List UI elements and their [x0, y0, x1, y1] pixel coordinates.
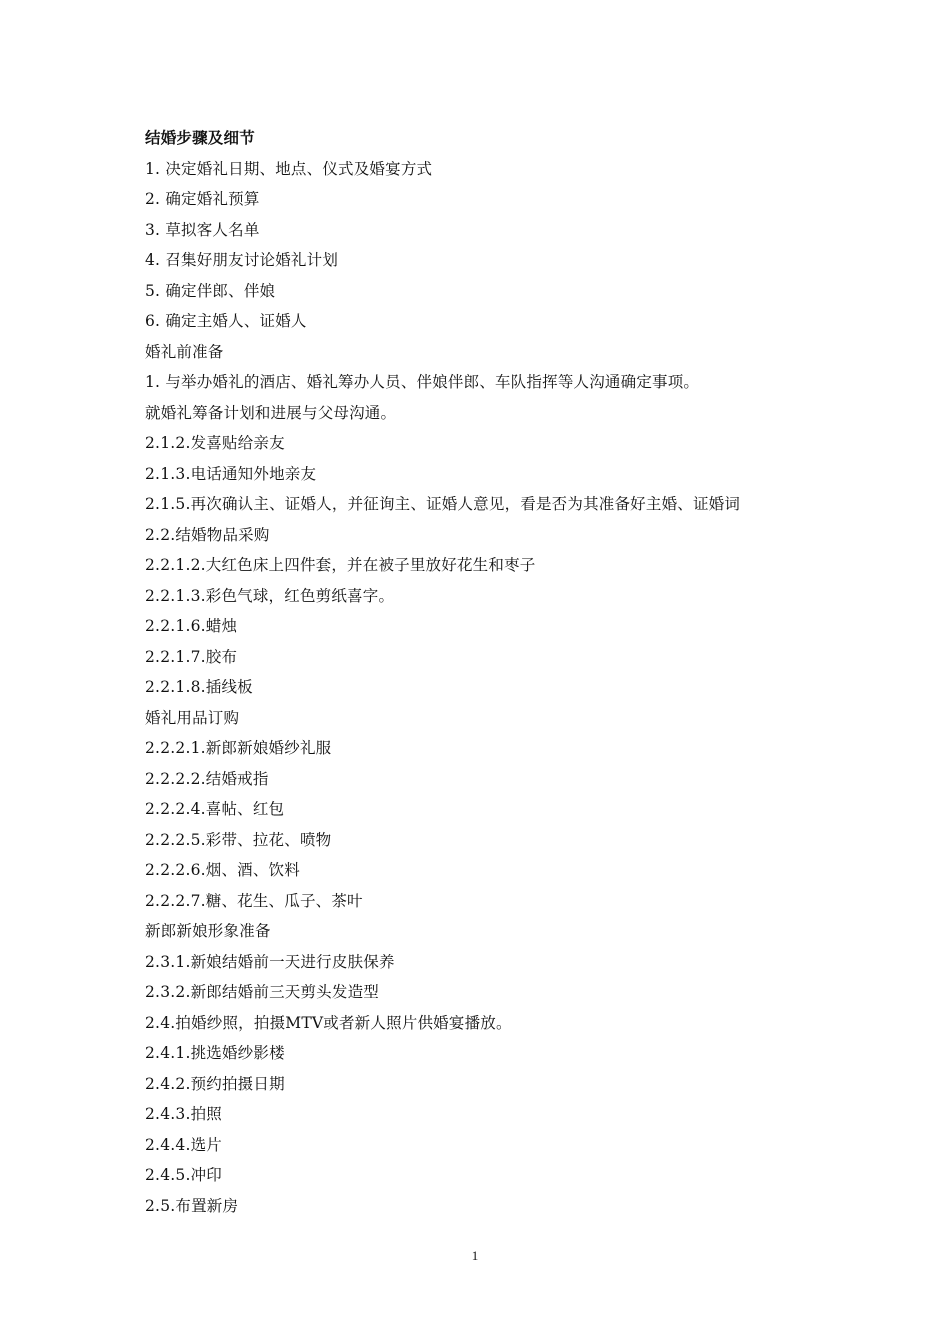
- text-line: 2.2.2.2.结婚戒指: [145, 769, 269, 788]
- text-line: 1. 与举办婚礼的酒店、婚礼筹办人员、伴娘伴郎、车队指挥等人沟通确定事项。: [145, 373, 700, 391]
- text-line: 2.2.2.1.新郎新娘婚纱礼服: [145, 739, 332, 757]
- document-title: 结婚步骤及细节: [145, 128, 255, 147]
- text-line: 2.2.1.8.插线板: [145, 678, 253, 696]
- text-line: 2. 确定婚礼预算: [145, 190, 260, 208]
- text-line: 2.4.4.选片: [145, 1135, 222, 1154]
- text-line: 2.1.3.电话通知外地亲友: [145, 464, 317, 483]
- document-body: [145, 123, 845, 1221]
- text-line: 2.2.2.5.彩带、拉花、喷物: [145, 830, 332, 849]
- text-line: 2.4.1.挑选婚纱影楼: [145, 1044, 285, 1062]
- text-line: 2.3.2.新郎结婚前三天剪头发造型: [145, 983, 379, 1001]
- text-line: 2.2.1.3.彩色气球，红色剪纸喜字。: [145, 586, 395, 605]
- text-line: 2.2.2.6.烟、酒、饮料: [145, 861, 300, 879]
- text-line: 婚礼用品订购: [145, 708, 240, 727]
- text-line: 5. 确定伴郎、伴娘: [145, 281, 276, 300]
- text-line: 新郎新娘形象准备: [145, 922, 271, 940]
- document-lines: [145, 154, 845, 1222]
- text-line: 6. 确定主婚人、证婚人: [145, 312, 307, 330]
- text-line: 2.1.5.再次确认主、证婚人，并征询主、证婚人意见，看是否为其准备好主婚、证婚词: [145, 495, 741, 513]
- text-line: 2.2.2.4.喜帖、红包: [145, 800, 285, 818]
- text-line: 2.1.2.发喜贴给亲友: [145, 434, 285, 452]
- text-line: 2.3.1.新娘结婚前一天进行皮肤保养: [145, 952, 395, 971]
- text-line: 2.2.结婚物品采购: [145, 525, 270, 544]
- text-line: 2.2.1.7.胶布: [145, 647, 238, 666]
- text-line: 2.4.5.冲印: [145, 1166, 222, 1184]
- text-line: 2.2.2.7.糖、花生、瓜子、茶叶: [145, 891, 363, 910]
- text-line: 2.5.布置新房: [145, 1196, 239, 1215]
- text-line: 4. 召集好朋友讨论婚礼计划: [145, 251, 339, 269]
- text-line: 2.4.3.拍照: [145, 1105, 222, 1123]
- text-line: 婚礼前准备: [145, 342, 224, 361]
- text-line: 2.4.拍婚纱照，拍摄MTV或者新人照片供婚宴播放。: [145, 1013, 512, 1032]
- text-line: 就婚礼筹备计划和进展与父母沟通。: [145, 403, 397, 422]
- page-number: 1: [471, 1248, 479, 1263]
- text-line: 2.2.1.6.蜡烛: [145, 617, 238, 635]
- text-line: 2.4.2.预约拍摄日期: [145, 1074, 285, 1093]
- text-line: 3. 草拟客人名单: [145, 220, 260, 239]
- text-line: 1. 决定婚礼日期、地点、仪式及婚宴方式: [145, 159, 433, 178]
- text-line: 2.2.1.2.大红色床上四件套，并在被子里放好花生和枣子: [145, 556, 536, 574]
